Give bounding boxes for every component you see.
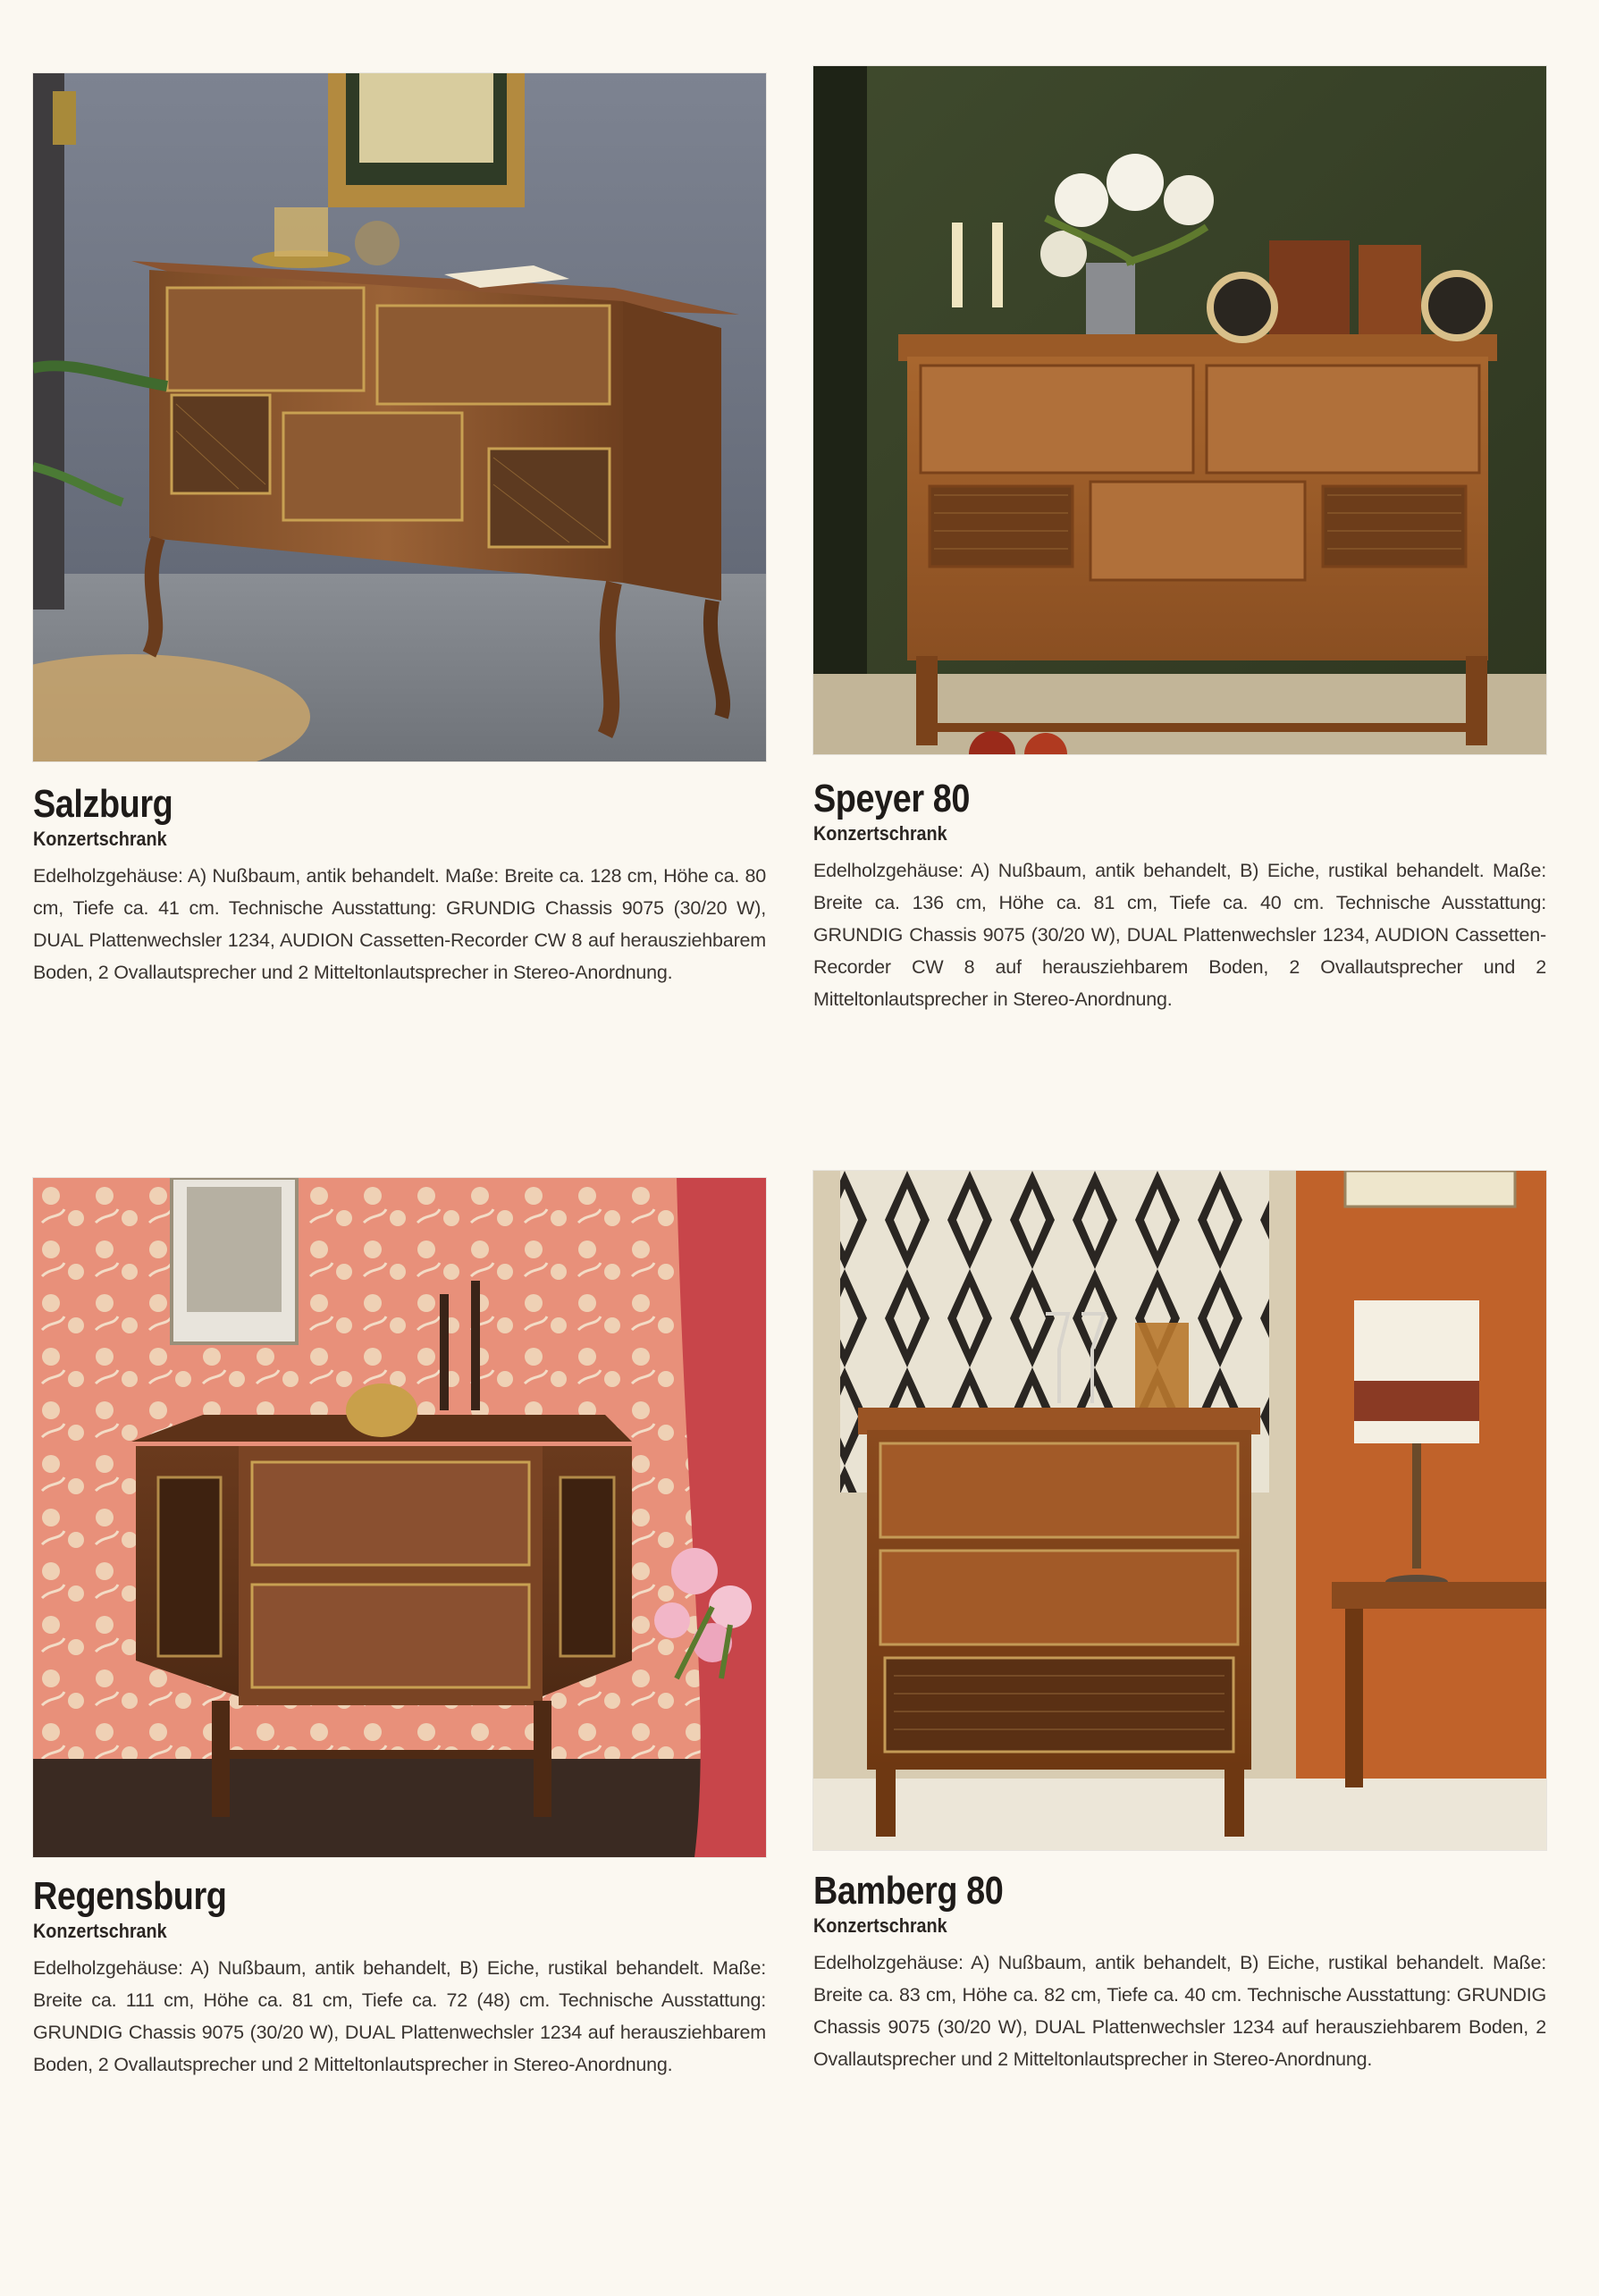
entry-description: Edelholzgehäuse: A) Nußbaum, antik behandelt. Maße: Breite ca. 128 cm, Höhe ca. 80 cm, Tiefe ca. 41 cm. Technische Ausstattung: GRUNDIG Chassis 9075 (30/20 W), DUAL Plattenwechsler 1234, AUDION Cassetten-Recorder CW 8 auf herausziehbarem Boden, 2 Ovallautsprecher und 2 Mitteltonlautsprecher in Stereo-Anordnung. — [33, 865, 766, 984]
photo-speyer-80-cabinet — [813, 66, 1546, 754]
entry-regensburg — [33, 1875, 766, 2081]
photo-regensburg-cabinet — [33, 1178, 766, 1857]
entry-description: Edelholzgehäuse: A) Nußbaum, antik behandelt, B) Eiche, rustikal behandelt. Maße: Breite ca. 83 cm, Höhe ca. 82 cm, Tiefe ca. 40 cm. Technische Ausstattung: GRUNDIG Chassis 9075 (30/20 W), DUAL Plattenwechsler 1234 auf herausziehbarem Boden, 2 Ovallautsprecher und 2 Mitteltonlautsprecher in Stereo-Anordnung. — [813, 1952, 1546, 2071]
entry-description: Edelholzgehäuse: A) Nußbaum, antik behandelt, B) Eiche, rustikal behandelt. Maße: Breite ca. 111 cm, Höhe ca. 81 cm, Tiefe ca. 72 (48) cm. Technische Ausstattung: GRUNDIG Chassis 9075 (30/20 W), DUAL Plattenwechsler 1234 auf herausziehbarem Boden, 2 Ovallautsprecher und 2 Mitteltonlautsprecher in Stereo-Anordnung. — [33, 1957, 766, 2076]
entry-title: Bamberg 80 — [813, 1869, 1004, 1913]
entry-subtitle: Konzertschrank — [813, 1914, 947, 1938]
entry-title: Speyer 80 — [813, 777, 970, 820]
entry-title: Regensburg — [33, 1874, 227, 1918]
photo-bamberg-80-cabinet — [813, 1171, 1546, 1850]
entry-subtitle: Konzertschrank — [33, 1920, 167, 1943]
entry-description: Edelholzgehäuse: A) Nußbaum, antik behandelt, B) Eiche, rustikal behandelt. Maße: Breite ca. 136 cm, Höhe ca. 81 cm, Tiefe ca. 40 cm. Technische Ausstattung: GRUNDIG Chassis 9075 (30/20 W), DUAL Plattenwechsler 1234, AUDION Cassetten-Recorder CW 8 auf herausziehbarem Boden, 2 Ovallautsprecher und 2 Mitteltonlautsprecher in Stereo-Anordnung. — [813, 860, 1546, 1011]
entry-subtitle: Konzertschrank — [33, 828, 167, 851]
entry-salzburg — [33, 783, 766, 988]
photo-salzburg-cabinet — [33, 73, 766, 761]
entry-title: Salzburg — [33, 782, 173, 826]
entry-subtitle: Konzertschrank — [813, 822, 947, 845]
entry-bamberg-80 — [813, 1870, 1546, 2075]
entry-speyer-80 — [813, 778, 1546, 1015]
